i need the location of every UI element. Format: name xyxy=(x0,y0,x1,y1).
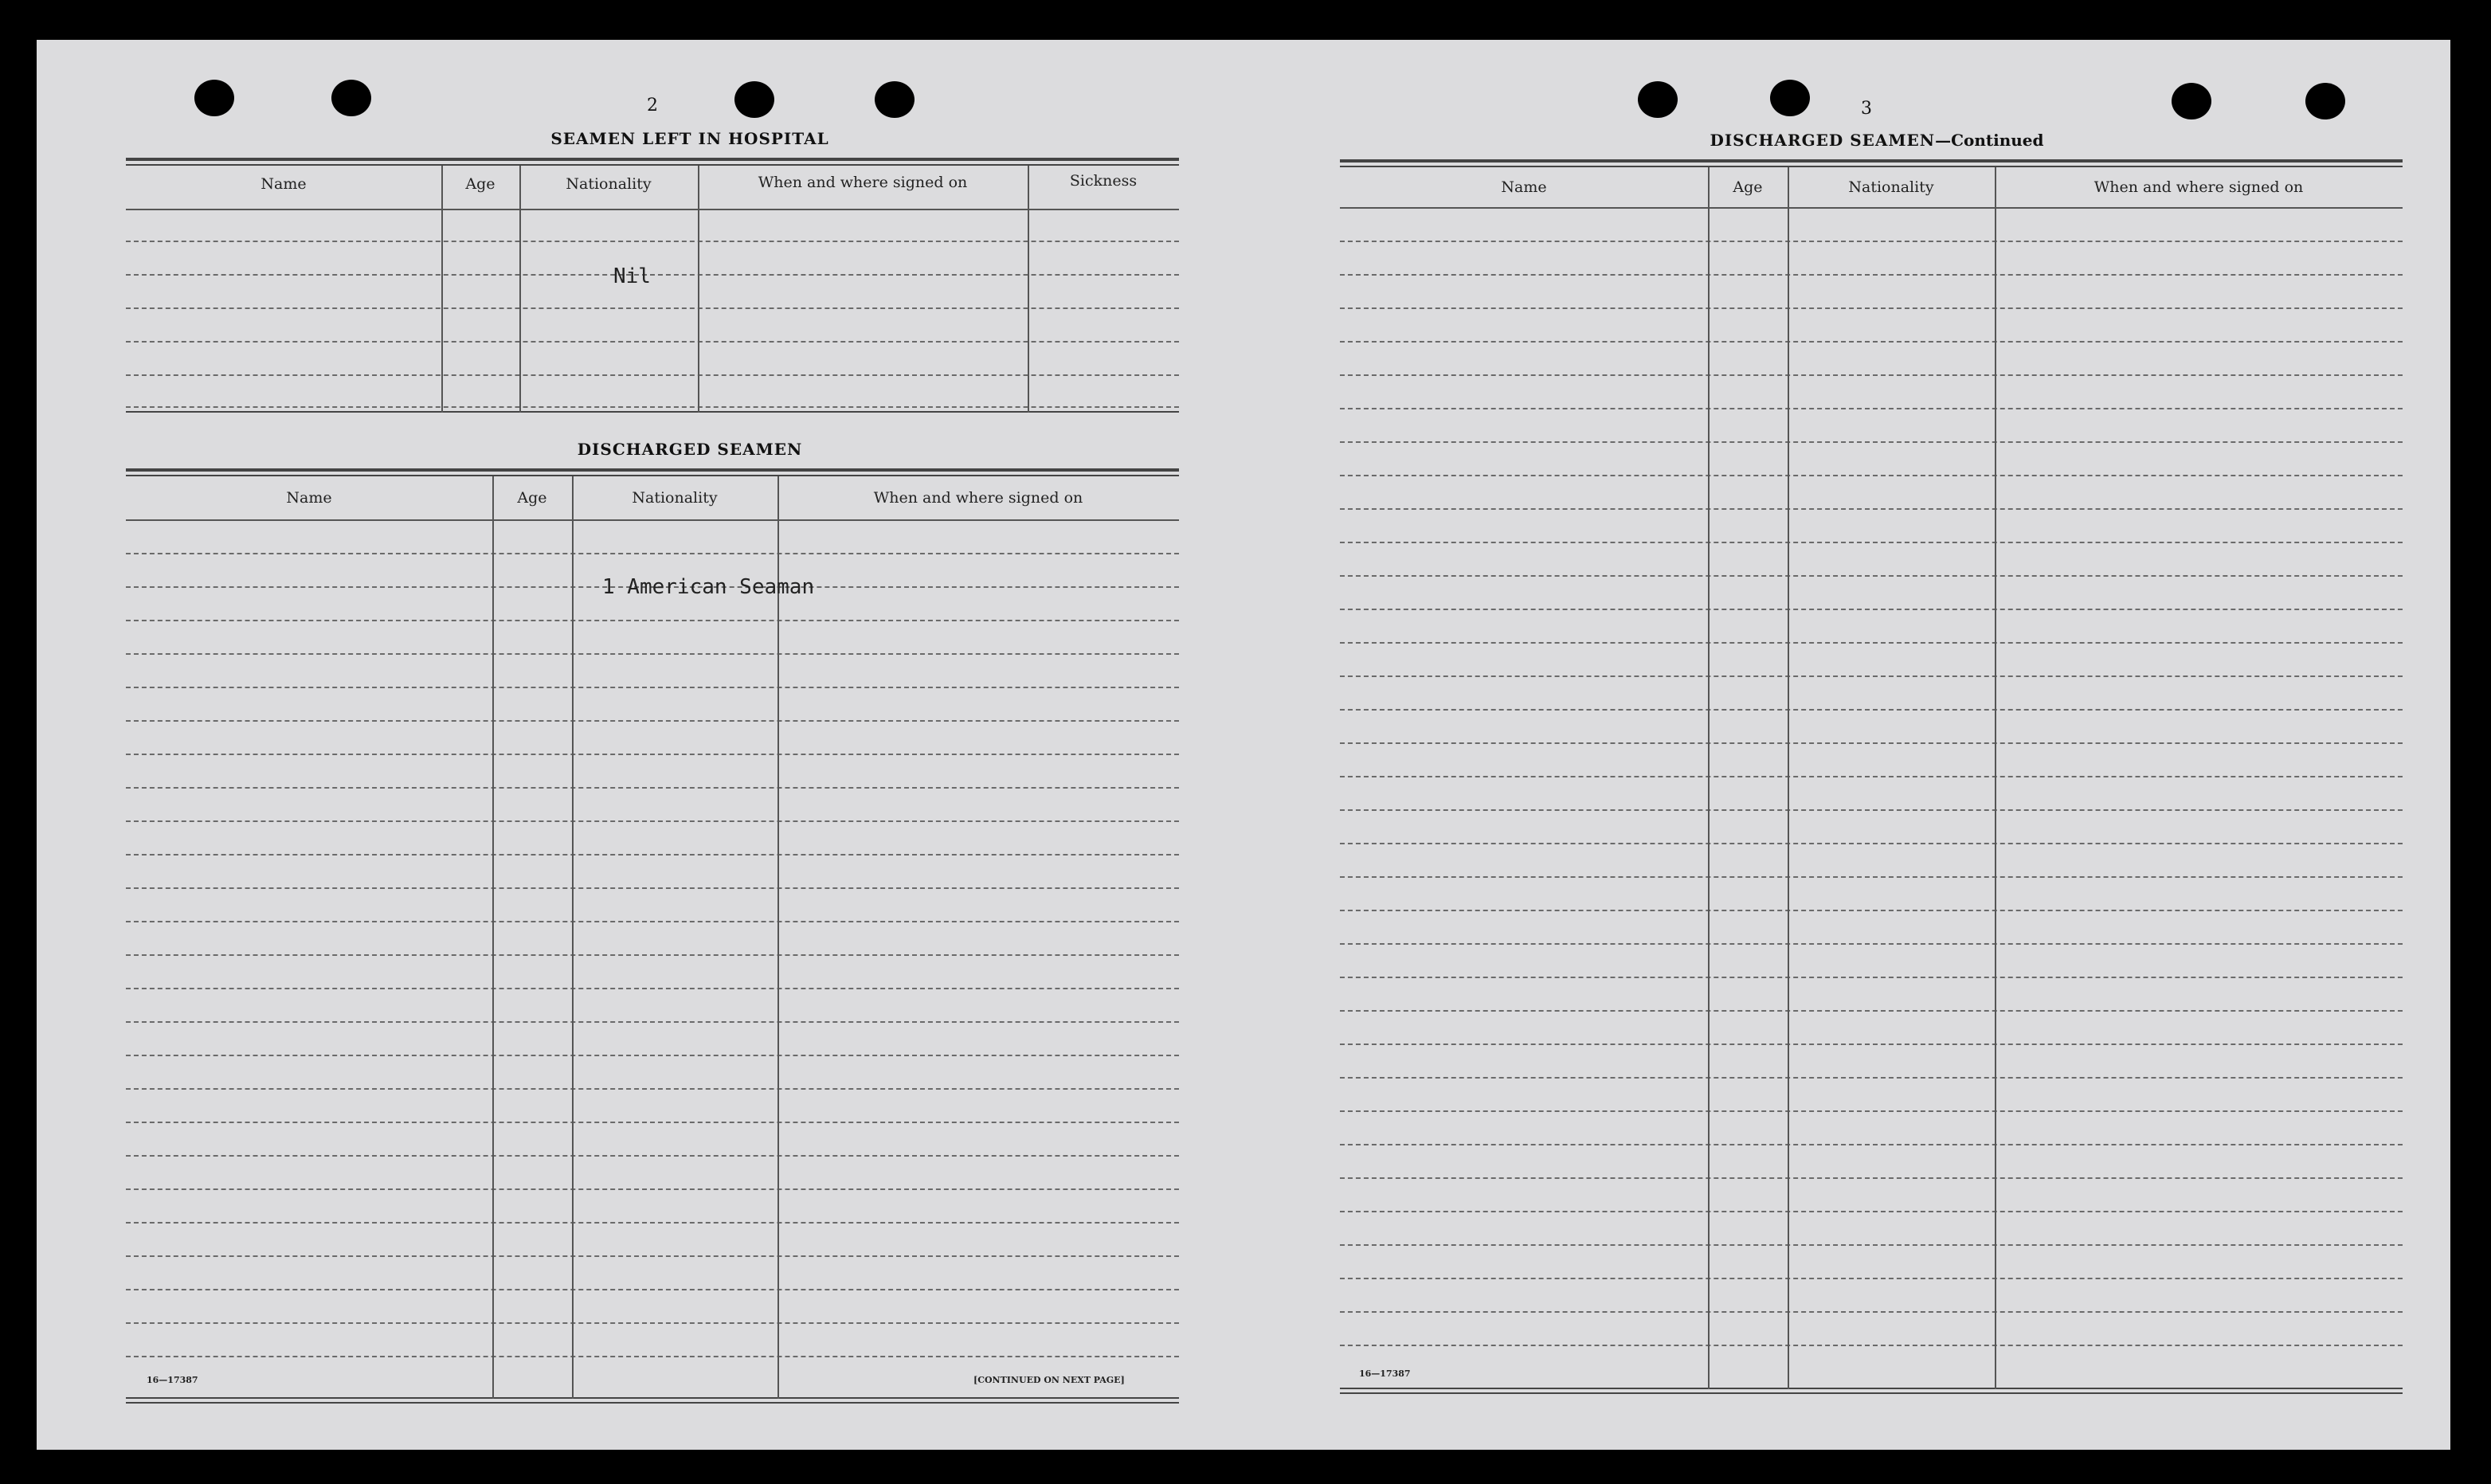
punch-hole xyxy=(331,80,371,116)
page-number-left: 2 xyxy=(647,96,658,116)
discharged-table xyxy=(126,468,1179,1408)
discharged-continued-title-suffix: —Continued xyxy=(1935,131,2044,150)
punch-hole xyxy=(1638,81,1678,118)
col-header-age: Age xyxy=(465,175,495,193)
punch-hole xyxy=(2172,83,2211,119)
continued-note: [CONTINUED ON NEXT PAGE] xyxy=(973,1375,1125,1385)
discharged-continued-title-main: DISCHARGED SEAMEN xyxy=(1710,131,1936,150)
col-header-sickness: Sickness xyxy=(1069,172,1138,190)
discharged-entry: 1 American Seaman xyxy=(602,575,815,599)
document-sheet xyxy=(37,40,2450,1450)
page-number-right: 3 xyxy=(1861,99,1872,119)
punch-hole xyxy=(875,81,915,118)
hospital-entry-nil: Nil xyxy=(613,264,651,288)
form-number-right: 16—17387 xyxy=(1359,1368,1411,1379)
hospital-section-title: SEAMEN LEFT IN HOSPITAL xyxy=(550,129,829,148)
col-header-nationality: Nationality xyxy=(566,175,652,193)
discharged-continued-table xyxy=(1340,159,2403,1402)
col-header-name: Name xyxy=(260,175,307,193)
punch-hole xyxy=(2305,83,2345,119)
punch-hole xyxy=(1770,80,1810,116)
col-header-signed-on: When and where signed on xyxy=(758,174,968,191)
form-number-left: 16—17387 xyxy=(147,1375,198,1385)
col-header-signed-on: When and where signed on xyxy=(2093,178,2304,196)
col-header-name: Name xyxy=(286,489,332,507)
punch-hole xyxy=(194,80,234,116)
col-header-age: Age xyxy=(1733,178,1763,196)
hospital-table xyxy=(126,158,1179,421)
col-header-name: Name xyxy=(1501,178,1547,196)
punch-hole xyxy=(734,81,774,118)
col-header-nationality: Nationality xyxy=(1848,178,1934,196)
col-header-age: Age xyxy=(517,489,547,507)
col-header-signed-on: When and where signed on xyxy=(873,489,1083,507)
discharged-section-title: DISCHARGED SEAMEN xyxy=(577,440,803,459)
discharged-continued-title xyxy=(1598,131,2156,150)
col-header-nationality: Nationality xyxy=(632,489,718,507)
